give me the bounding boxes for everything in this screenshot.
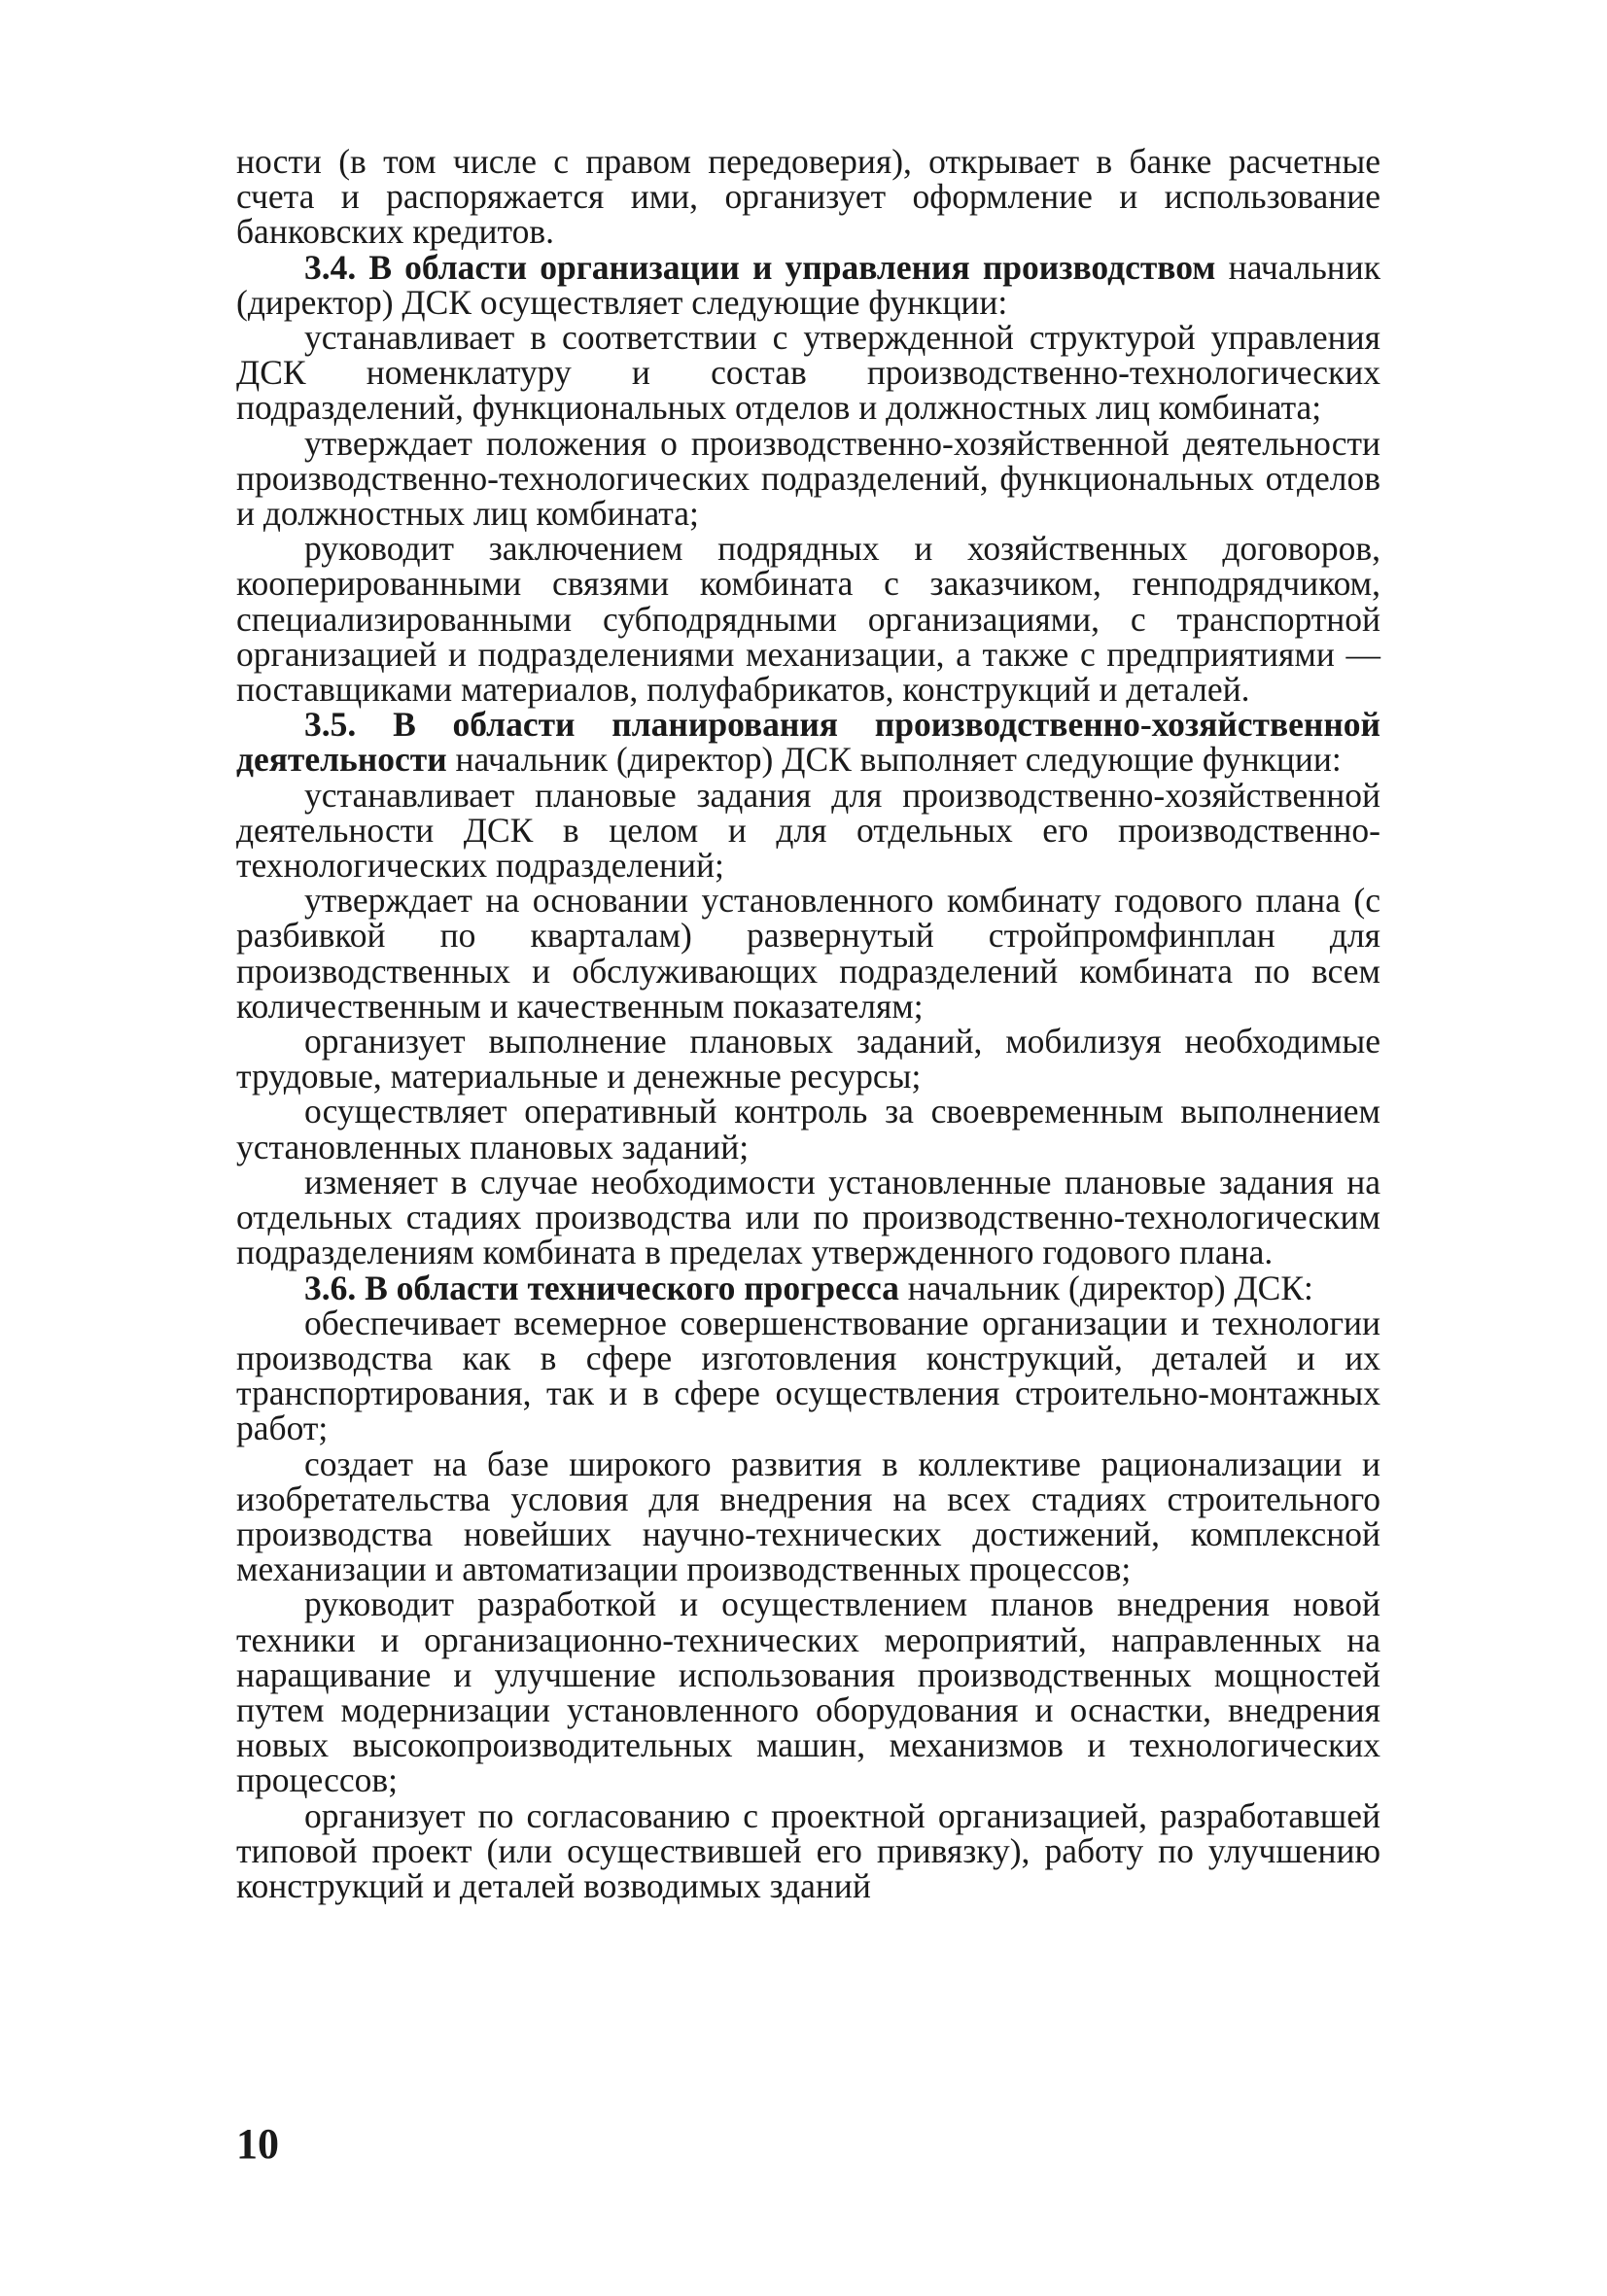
section-heading: 3.4. В области организации и управления производством [304,247,1216,287]
section-3-4 [236,247,1381,322]
page-number: 10 [236,2120,279,2168]
section-lead-text: начальник (директор) ДСК: [898,1268,1313,1307]
section-lead-text: начальник (директор) ДСК осуществляет следующие функции: [236,247,1381,322]
paragraph: изменяет в случае необходимости установленные плановые задания на отдельных стадиях производства или по производственно-технологическим подразделениям комбината в пределах утвержденного годового плана. [236,1162,1380,1272]
paragraph: руководит заключением подрядных и хозяйственных договоров, кооперированными связями комбината с заказчиком, генподрядчиком, специализированными субподрядными организациями, с транспортной организацией и подразделениями механизации, а также с предприятиями — поставщиками материалов, полуфабрикатов, конструкций и деталей. [236,529,1380,710]
section-lead-text: начальник (директор) ДСК выполняет следующие функции: [446,740,1342,780]
paragraph: осуществляет оперативный контроль за своевременным выполнением установленных плановых заданий; [236,1092,1380,1166]
section-3-6 [236,1270,1380,1305]
paragraph: обеспечивает всемерное совершенствование организации и технологии производства как в сфере изготовления конструкций, деталей и их транспортирования, так и в сфере осуществления строительно-монтажных работ; [236,1303,1380,1448]
paragraph: утверждает на основании установленного комбинату годового плана (с разбивкой по кварталам) развернутый стройпромфинплан для производственных и обслуживающих подразделений комбината по всем количественным и качественным показателям; [236,881,1380,1026]
section-heading: 3.6. В области технического прогресса [304,1268,899,1307]
paragraph: устанавливает плановые задания для производственно-хозяйственной деятельности ДСК в целом и для отдельных его производственно-технологических подразделений; [236,775,1380,886]
section-3-5 [236,705,1380,780]
paragraph: создает на базе широкого развития в коллективе рационализации и изобретательства условия для внедрения на всех стадиях строительного производства новейших научно-технических достижений, комплексной механизации и автоматизации производственных процессов; [236,1444,1380,1589]
document-page [236,144,1380,1903]
section-heading: 3.5. В области планирования производственно-хозяйственной деятельности [236,705,1380,780]
paragraph: утверждает положения о производственно-хозяйственной деятельности производственно-технологических подразделений, функциональных отделов и должностных лиц комбината; [236,423,1380,534]
paragraph: организует по согласованию с проектной организацией, разработавшей типовой проект (или осуществившей его привязку), работу по улучшению конструкций и деталей возводимых зданий [236,1795,1380,1905]
paragraph-continuation: ности (в том числе с правом передоверия), открывает в банке расчетные счета и распоряжается ими, организует оформление и использование банковских кредитов. [236,142,1380,252]
paragraph: руководит разработкой и осуществлением планов внедрения новой техники и организационно-технических мероприятий, направленных на наращивание и улучшение использования производственных мощностей путем модернизации установленного оборудования и оснастки, внедрения новых высокопроизводительных машин, механизмов и технологических процессов; [236,1584,1380,1800]
paragraph: устанавливает в соответствии с утвержденной структурой управления ДСК номенклатуру и состав производственно-технологических подразделений, функциональных отделов и должностных лиц комбината; [236,318,1380,428]
paragraph: организует выполнение плановых заданий, мобилизуя необходимые трудовые, материальные и денежные ресурсы; [236,1022,1380,1096]
